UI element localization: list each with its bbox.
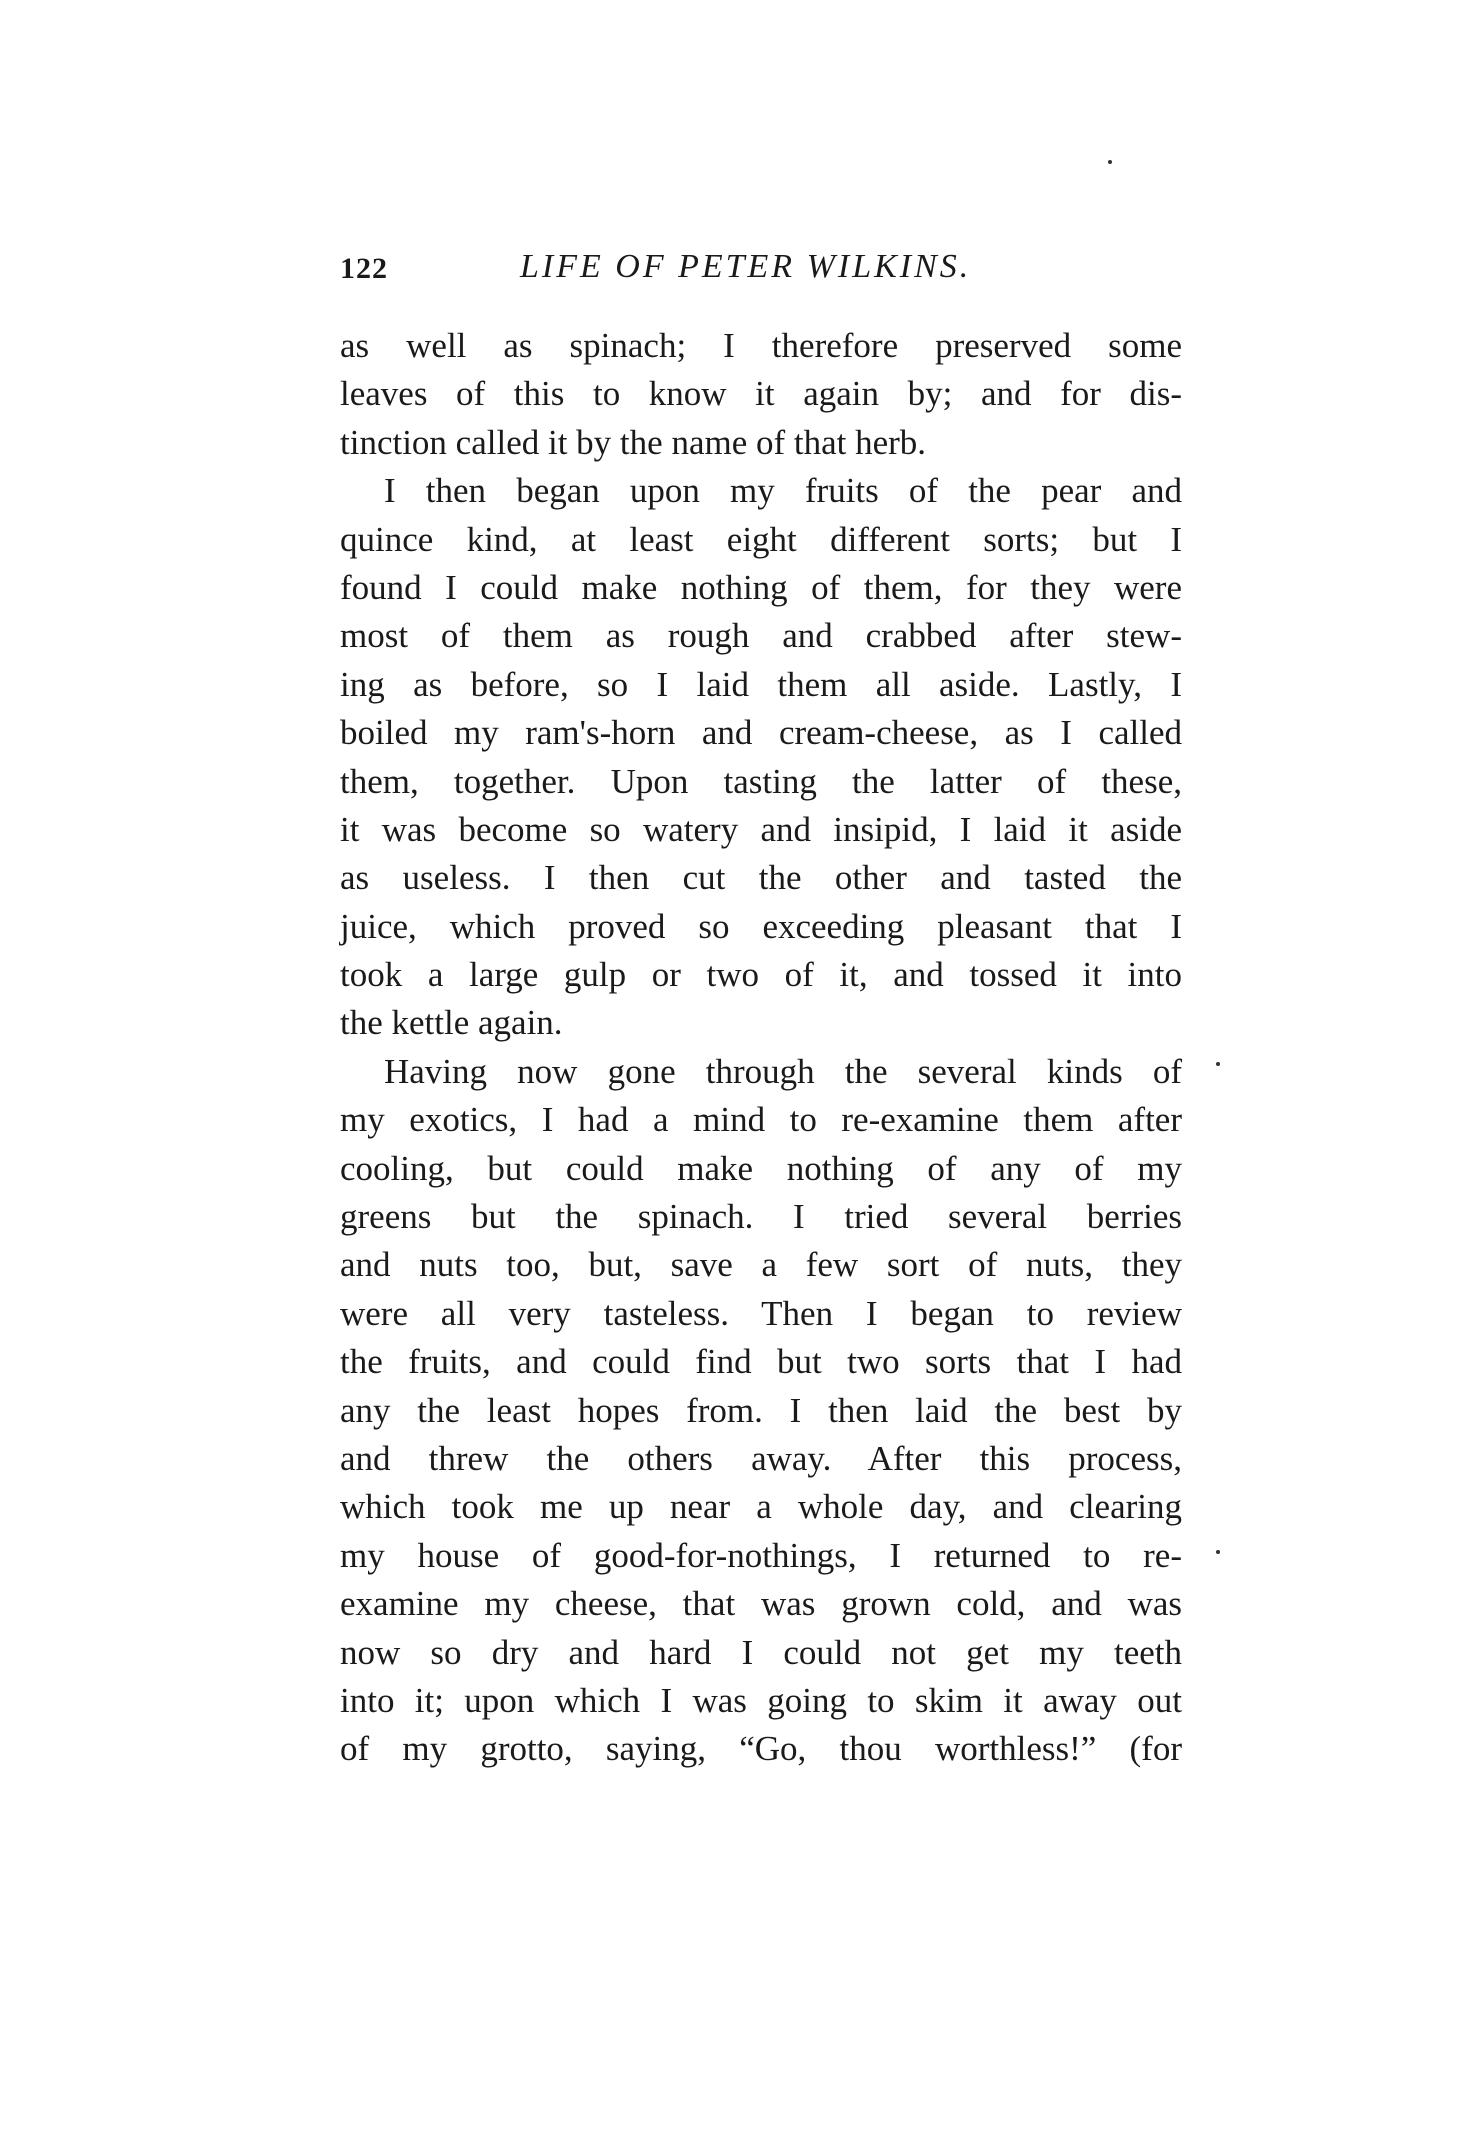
text-line: quince kind, at least eight different sorts; but I: [340, 519, 1182, 559]
print-speck: [1216, 1062, 1220, 1066]
running-title: LIFE OF PETER WILKINS.: [520, 248, 972, 285]
text-line: and threw the others away. After this process,: [340, 1438, 1182, 1478]
text-line: juice, which proved so exceeding pleasant that I: [340, 906, 1182, 946]
print-speck: [1108, 160, 1112, 164]
text-line: boiled my ram's-horn and cream-cheese, as I called: [340, 713, 1182, 753]
text-line: my house of good-for-nothings, I returned to re-: [340, 1535, 1182, 1575]
text-line: as well as spinach; I therefore preserved some: [340, 326, 1182, 365]
text-line: them, together. Upon tasting the latter of these,: [340, 761, 1182, 801]
text-line: as useless. I then cut the other and tasted the: [340, 858, 1182, 898]
text-line: which took me up near a whole day, and clearing: [340, 1487, 1182, 1527]
body-text: [340, 322, 1182, 1774]
text-line: now so dry and hard I could not get my teeth: [340, 1632, 1182, 1672]
text-line: it was become so watery and insipid, I laid it aside: [340, 809, 1182, 849]
text-line: were all very tasteless. Then I began to review: [340, 1293, 1182, 1333]
text-line: the fruits, and could find but two sorts that I had: [340, 1342, 1182, 1382]
text-line: and nuts too, but, save a few sort of nuts, they: [340, 1245, 1182, 1285]
print-speck: [1216, 1550, 1220, 1554]
text-line: into it; upon which I was going to skim it away out: [340, 1680, 1182, 1720]
text-line: cooling, but could make nothing of any of my: [340, 1148, 1182, 1188]
text-line: took a large gulp or two of it, and tossed it into: [340, 955, 1182, 995]
text-line: ing as before, so I laid them all aside. Lastly, I: [340, 664, 1182, 704]
text-line: of my grotto, saying, “Go, thou worthless!” (for: [340, 1729, 1182, 1769]
text-line: any the least hopes from. I then laid the best by: [340, 1390, 1182, 1430]
page-number: 122: [340, 252, 388, 285]
text-line: my exotics, I had a mind to re-examine them after: [340, 1100, 1182, 1140]
text-line: greens but the spinach. I tried several berries: [340, 1197, 1182, 1237]
text-line: tinction called it by the name of that herb.: [340, 422, 927, 462]
text-line: leaves of this to know it again by; and for dis-: [340, 374, 1182, 414]
text-line: Having now gone through the several kinds of: [384, 1051, 1182, 1091]
text-line: found I could make nothing of them, for they were: [340, 567, 1182, 607]
text-line: I then began upon my fruits of the pear and: [384, 471, 1182, 511]
text-line: examine my cheese, that was grown cold, and was: [340, 1584, 1182, 1624]
text-line: most of them as rough and crabbed after stew-: [340, 616, 1182, 656]
running-head: [340, 248, 1015, 292]
text-line: the kettle again.: [340, 1003, 563, 1043]
